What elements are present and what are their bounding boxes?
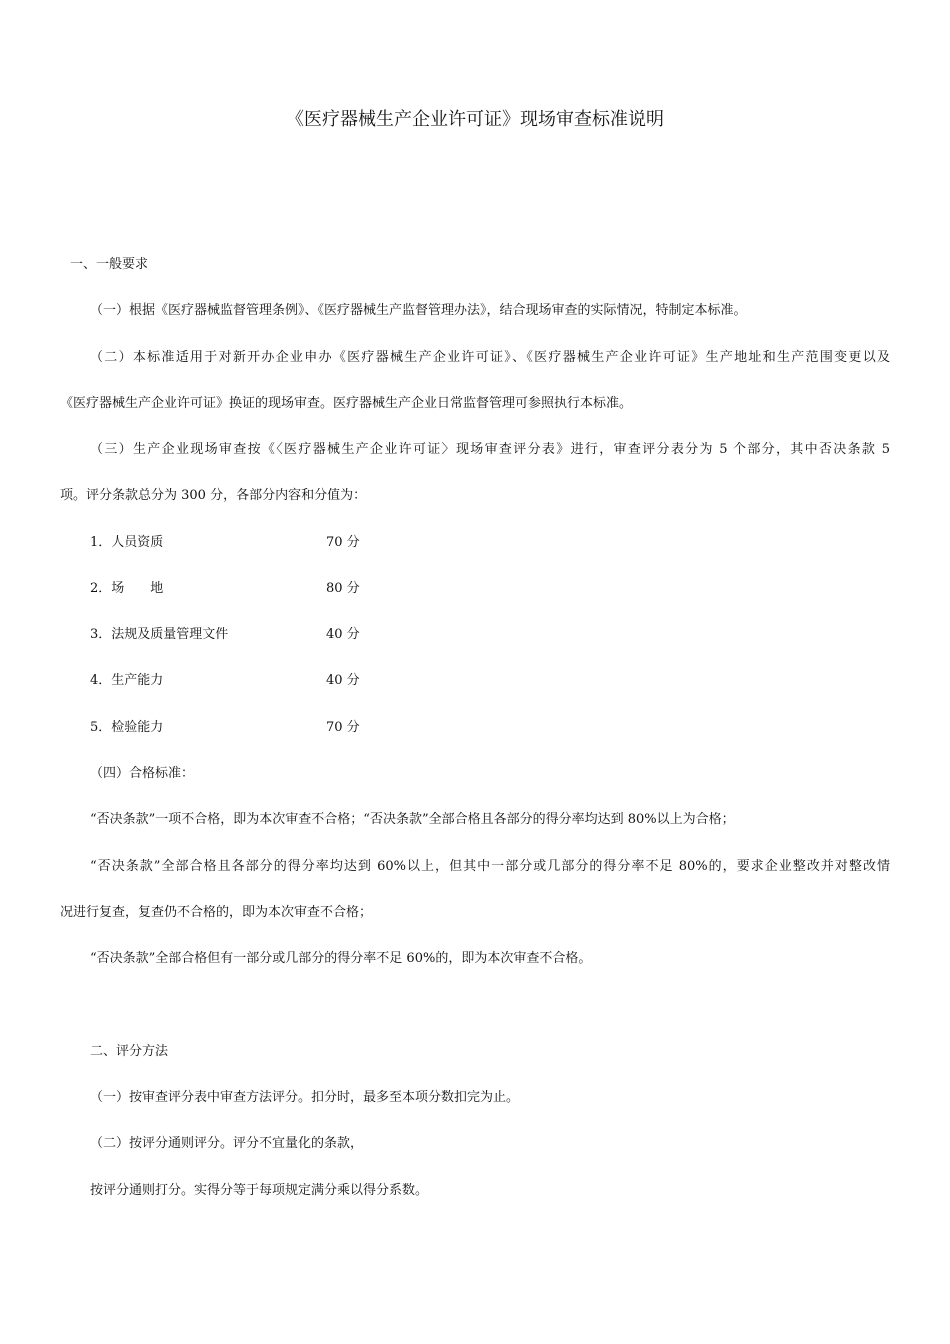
score-item-value: 70 分 (326, 535, 360, 550)
section1-paragraph-1: （一）根据《医疗器械监督管理条例》、《医疗器械生产监督管理办法》，结合现场审查的实际情况，特制定本标准。 (90, 303, 747, 318)
criteria-line-3: “否决条款”全部合格但有一部分或几部分的得分率不足 60%的，即为本次审查不合格。 (90, 951, 592, 966)
score-item-value: 40 分 (326, 627, 360, 642)
section2-paragraph-1: （一）按审查评分表中审查方法评分。扣分时，最多至本项分数扣完为止。 (90, 1090, 520, 1105)
section1-paragraph-4: （四）合格标准： (90, 766, 195, 781)
section2-paragraph-2: （二）按评分通则评分。评分不宜量化的条款， (90, 1136, 364, 1151)
score-item-value: 80 分 (326, 581, 360, 596)
score-item-label: 2．场 地 (90, 581, 164, 596)
section1-paragraph-3-line-2: 项。评分条款总分为 300 分，各部分内容和分值为： (60, 488, 367, 503)
score-item-label: 5．检验能力 (90, 720, 164, 735)
score-item-label: 1．人员资质 (90, 535, 164, 550)
criteria-line-1: “否决条款”一项不合格，即为本次审查不合格；“否决条款”全部合格且各部分的得分率均达到 80%以上为合格； (90, 812, 735, 827)
section1-paragraph-3-line-1: （三）生产企业现场审查按《〈医疗器械生产企业许可证〉现场审查评分表》进行，审查评分表分为 5 个部分，其中否决条款 5 (90, 442, 890, 457)
document-title: 《医疗器械生产企业许可证》现场审查标准说明 (286, 109, 664, 130)
section2-paragraph-3: 按评分通则打分。实得分等于每项规定满分乘以得分系数。 (90, 1183, 429, 1198)
section2-heading: 二、评分方法 (90, 1044, 169, 1059)
score-item-value: 70 分 (326, 720, 360, 735)
score-item-label: 4．生产能力 (90, 673, 164, 688)
section1-paragraph-2-line-1: （二）本标准适用于对新开办企业申办《医疗器械生产企业许可证》、《医疗器械生产企业许可证》生产地址和生产范围变更以及 (90, 350, 890, 365)
section1-heading: 一、一般要求 (70, 257, 149, 272)
criteria-line-2a: “否决条款”全部合格且各部分的得分率均达到 60%以上，但其中一部分或几部分的得分率不足 80%的，要求企业整改并对整改情 (90, 859, 890, 874)
section1-paragraph-2-line-2: 《医疗器械生产企业许可证》换证的现场审查。医疗器械生产企业日常监督管理可参照执行本标准。 (60, 396, 633, 411)
score-item-label: 3．法规及质量管理文件 (90, 627, 229, 642)
score-item-value: 40 分 (326, 673, 360, 688)
criteria-line-2b: 况进行复查，复查仍不合格的，即为本次审查不合格； (60, 905, 373, 920)
